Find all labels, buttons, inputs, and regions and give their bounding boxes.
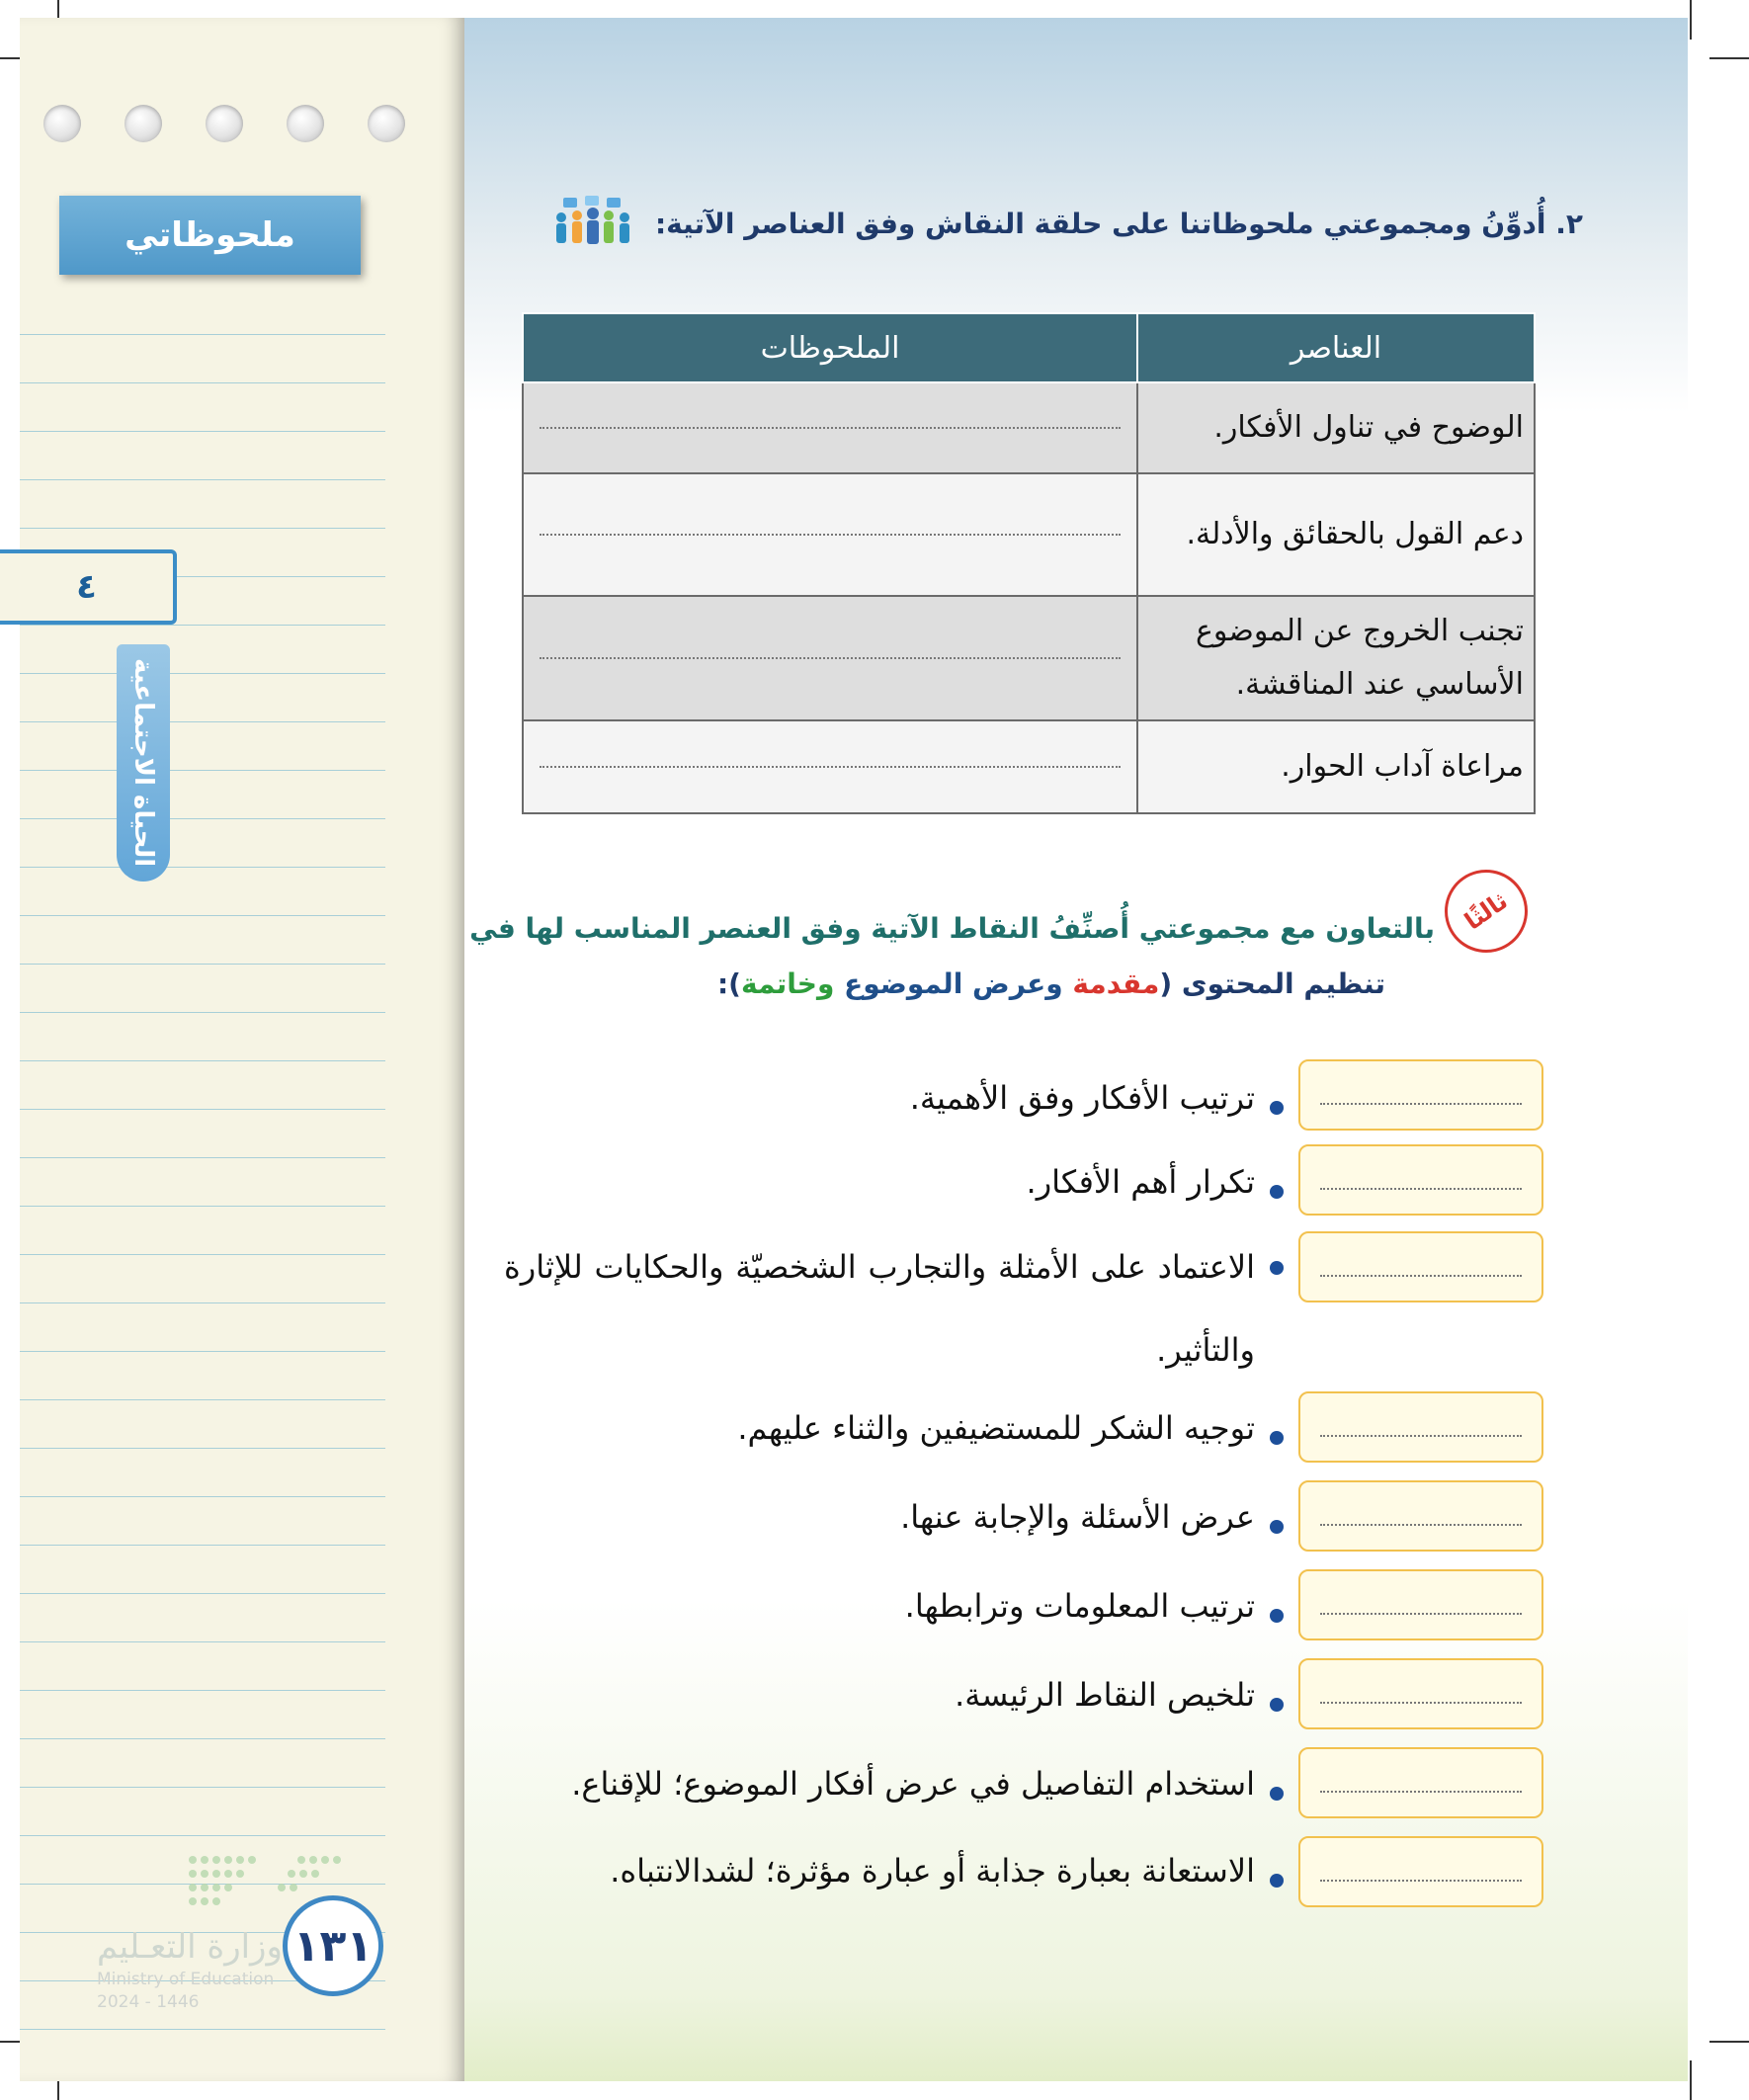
bullet (1270, 1101, 1284, 1115)
ruled-line (20, 2029, 385, 2030)
table-row (523, 473, 1535, 596)
ruled-line (20, 721, 385, 722)
list-item: ترتيب الأفكار وفق الأهمية. (909, 1079, 1255, 1117)
ruled-line (20, 1738, 385, 1739)
bullet (1270, 1698, 1284, 1712)
ruled-line (20, 1787, 385, 1788)
answer-box[interactable] (1298, 1144, 1543, 1216)
discussion-notes-table (522, 312, 1536, 814)
ruled-line (20, 1690, 385, 1691)
dotted-answer-line (1320, 1275, 1522, 1277)
list-item: ترتيب المعلومات وترابطها. (904, 1587, 1255, 1625)
answer-box[interactable] (1298, 1480, 1543, 1552)
intro-keyword: مقدمة (1072, 967, 1160, 1000)
ruled-line (20, 479, 385, 480)
binder-hole (287, 105, 324, 142)
answer-box[interactable] (1298, 1231, 1543, 1302)
ruled-line (20, 1302, 385, 1303)
conclusion-keyword: وخاتمة (740, 967, 835, 1000)
section-3-label: ثالثًا (1459, 886, 1513, 936)
ruled-line (20, 673, 385, 674)
dotted-answer-line (1320, 1702, 1522, 1704)
binder-hole (125, 105, 162, 142)
answer-box[interactable] (1298, 1836, 1543, 1907)
crop-mark (1709, 2041, 1749, 2043)
bullet (1270, 1609, 1284, 1623)
line-2-prefix: تنظيم المحتوى ( (1159, 967, 1385, 1000)
bullet (1270, 1185, 1284, 1199)
bullet (1270, 1787, 1284, 1801)
dotted-answer-line (1320, 1613, 1522, 1615)
unit-title: الحياة الاجتماعية (128, 658, 158, 868)
line-2-suffix: ): (716, 967, 741, 1000)
notes-answer-field[interactable] (523, 473, 1137, 596)
ruled-line (20, 1254, 385, 1255)
ruled-line (20, 1835, 385, 1836)
bullet (1270, 1874, 1284, 1888)
ruled-line (20, 1012, 385, 1013)
ruled-line (20, 867, 385, 868)
ruled-line (20, 1157, 385, 1158)
ruled-line (20, 1109, 385, 1110)
notes-answer-field[interactable] (523, 720, 1137, 813)
element-cell: تجنب الخروج عن الموضوع الأساسي عند المناقشة. (1137, 596, 1535, 720)
crop-mark (1690, 0, 1692, 40)
bullet (1270, 1431, 1284, 1445)
table-row (523, 382, 1535, 473)
ruled-line (20, 1206, 385, 1207)
page-number-badge (283, 1895, 383, 1996)
dotted-answer-line (540, 427, 1121, 429)
answer-box[interactable] (1298, 1569, 1543, 1640)
ruled-line (20, 1496, 385, 1497)
dotted-answer-line (540, 766, 1121, 768)
ruled-line (20, 1448, 385, 1449)
question-2-instruction: ٢. أُدوِّنُ ومجموعتي ملحوظاتنا على حلقة النقاش وفق العناصر الآتية: (654, 208, 1583, 240)
section-3-line-2 (397, 957, 1385, 1012)
body-keyword: وعرض الموضوع (844, 967, 1063, 1000)
crop-mark (1709, 57, 1749, 59)
list-item: توجيه الشكر للمستضيفين والثناء عليهم. (737, 1409, 1255, 1447)
answer-box[interactable] (1298, 1747, 1543, 1818)
unit-number: ٤ (76, 567, 97, 607)
answer-box[interactable] (1298, 1391, 1543, 1463)
column-header-elements: العناصر (1137, 313, 1535, 382)
bullet (1270, 1520, 1284, 1534)
notes-sidebar (20, 18, 464, 2081)
notes-title: ملحوظاتي (125, 215, 295, 255)
ruled-line (20, 528, 385, 529)
ministry-name-arabic: وزارة التعـليم (97, 1927, 283, 1967)
ruled-line (20, 1545, 385, 1546)
notes-answer-field[interactable] (523, 596, 1137, 720)
ruled-line (20, 1399, 385, 1400)
ruled-line (20, 770, 385, 771)
dotted-answer-line (1320, 1524, 1522, 1526)
ministry-name-english: Ministry of Education (97, 1970, 275, 1989)
ruled-line (20, 334, 385, 335)
notes-answer-field[interactable] (523, 382, 1137, 473)
dotted-answer-line (540, 534, 1121, 536)
ruled-line (20, 625, 385, 626)
list-item: تكرار أهم الأفكار. (1026, 1163, 1255, 1201)
ruled-line (20, 915, 385, 916)
section-3-line-1: بالتعاون مع مجموعتي أُصنِّفُ النقاط الآتية وفق العنصر المناسب لها في (469, 912, 1435, 945)
answer-box[interactable] (1298, 1658, 1543, 1729)
answer-box[interactable] (1298, 1059, 1543, 1131)
unit-number-box (0, 549, 177, 625)
bullet (1270, 1261, 1284, 1275)
table-row (523, 596, 1535, 720)
crop-mark (1690, 2060, 1692, 2100)
binder-hole (206, 105, 243, 142)
ruled-line (20, 1351, 385, 1352)
notes-title-tab (59, 196, 361, 275)
element-cell: الوضوح في تناول الأفكار. (1137, 382, 1535, 473)
unit-title-tab (117, 644, 170, 882)
dotted-answer-line (1320, 1880, 1522, 1882)
dotted-answer-line (1320, 1435, 1522, 1437)
ruled-line (20, 964, 385, 965)
section-3-instruction (397, 901, 1435, 1012)
list-item: تلخيص النقاط الرئيسة. (955, 1676, 1255, 1714)
ruled-line (20, 1060, 385, 1061)
ruled-line (20, 431, 385, 432)
ministry-year: 2024 - 1446 (97, 1992, 200, 2012)
ruled-line (20, 382, 385, 383)
list-item: الاعتماد على الأمثلة والتجارب الشخصيّة والحكايات للإثارة والتأثير. (504, 1248, 1255, 1369)
ruled-line (20, 1641, 385, 1642)
list-item: عرض الأسئلة والإجابة عنها. (900, 1498, 1255, 1536)
column-header-notes: الملحوظات (523, 313, 1137, 382)
binder-hole (43, 105, 81, 142)
list-item: استخدام التفاصيل في عرض أفكار الموضوع؛ للإقناع. (571, 1765, 1255, 1803)
dotted-answer-line (1320, 1791, 1522, 1793)
ruled-line (20, 818, 385, 819)
dotted-answer-line (540, 657, 1121, 659)
ruled-line (20, 1593, 385, 1594)
table-row (523, 720, 1535, 813)
element-cell: دعم القول بالحقائق والأدلة. (1137, 473, 1535, 596)
list-item: الاستعانة بعبارة جذابة أو عبارة مؤثرة؛ لشدالانتباه. (610, 1852, 1255, 1890)
dotted-answer-line (1320, 1188, 1522, 1190)
page-number: ١٣١ (292, 1920, 374, 1972)
binder-hole (368, 105, 405, 142)
dotted-answer-line (1320, 1103, 1522, 1105)
element-cell: مراعاة آداب الحوار. (1137, 720, 1535, 813)
